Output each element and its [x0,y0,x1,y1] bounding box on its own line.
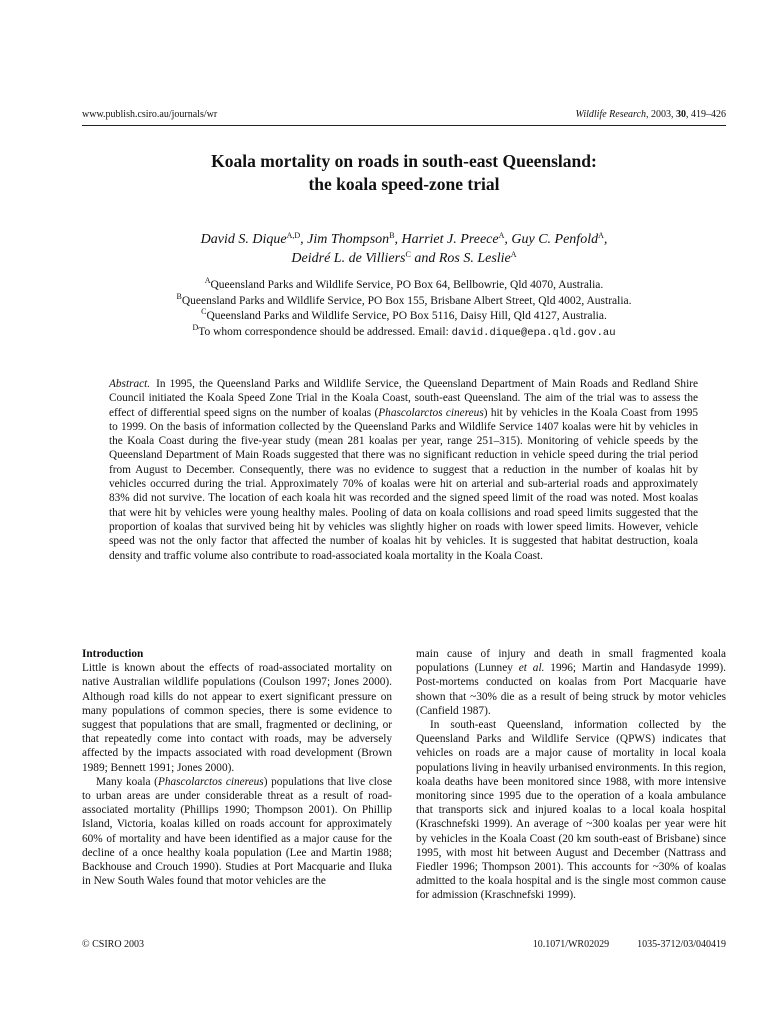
correspondence-email[interactable]: david.dique@epa.qld.gov.au [451,326,616,339]
intro-paragraph-2 [82,775,392,889]
doi[interactable]: 10.1071/WR02029 [532,939,610,950]
abstract-text-2: ) hit by vehicles in the Koala Coast from 1995 to 1999. On the basis of information collected by the Queensland Parks and Wildlife Service 1407 koalas were hit by vehicles in the Koala Coast during the five-year study (mean 281 koalas per year, range 251–315). Monitoring of vehicle speeds by the Queensland Department of Main Roads suggested that there was no significant reduction in vehicle speed during the trial period from August to December. Consequently, there was no evidence to suggest that a reduction in the number of koalas hit by vehicles occurred during the trial. Approximately 70% of koalas were hit on arterial and sub-arterial roads and approximately 83% did not survive. The location of each koala hit was recorded and the signed speed limit of the road was noted. Most koalas that were hit by vehicles were young healthy males. Pooling of data on koala collisions and road speed limits suggested that the proportion of koalas that survived being hit by vehicles was slightly higher on roads with lower speed limits. However, vehicle speed was not the only factor that affected the number of koalas hit by vehicles. It is suggested that habitat destruction, koala density and traffic volume also contribute to road-associated koala mortality in the Koala Coast. [109,406,698,562]
affil-text: Queensland Parks and Wildlife Service, PO Box 5116, Daisy Hill, Qld 4127, Australia. [206,310,607,322]
species-name: Phascolarctos cinereus [378,406,484,419]
abstract-text-1: In 1995, the Queensland Parks and Wildlife Service, the Queensland Department of Main Roads and Redland Shire Council initiated the Koala Speed Zone Trial in the Koala Coast, south-east Queensland. The aim of the trial was to assess the effect of differential speed signs on the number of koalas ( [109,378,698,419]
affil-mark: B [176,291,182,301]
author-separator: , [394,232,402,247]
affiliation-c [82,309,726,325]
intro-paragraph-3 [416,647,726,718]
affil-mark: D [192,322,199,332]
affiliations [82,278,726,341]
copyright: © CSIRO 2003 [82,939,145,950]
author-line-1 [82,230,726,249]
author-affil-mark: A [598,231,604,240]
author-separator: , [603,232,608,247]
author-name: David S. Dique [200,232,287,247]
section-heading-introduction: Introduction [82,648,144,660]
title-line-2: the koala speed-zone trial [308,174,500,194]
paragraph-text: ) populations that live close to urban areas are under considerable threat as a result of road-associated mortality (Phillips 1990; Thompson 2001). On Phillip Island, Victoria, koalas killed on roads account for approximately 60% of mortality and have been identified as a major cause for the decline of a once healthy koala population (Lee and Martin 1988; Backhouse and Crouch 1990). Studies at Port Macquarie and Iluka in New South Wales found that motor vehicles are the [82,775,392,888]
paragraph-text: 1996; Martin and Handasyde 1999). Post-mortems conducted on koalas from Port Macquarie have shown that ~30% die as a result of being struck by motor vehicles (Canfield 1987). [416,662,726,717]
author-affil-mark: A,D [286,231,301,240]
author-name: Guy C. Penfold [511,232,599,247]
title-line-1: Koala mortality on roads in south-east Queensland: [211,151,597,171]
author-separator: , [300,232,308,247]
author-affil-mark: A [510,250,517,259]
paragraph-text: Many koala ( [96,775,158,788]
author-separator: and [410,251,439,266]
left-column [82,647,392,888]
affil-text: To whom correspondence should be addressed. Email: [198,325,452,338]
intro-paragraph-1: Little is known about the effects of road-associated mortality on native Australian wildlife populations (Coulson 1997; Jones 2000). Although road kills do not appear to exert significant pressure on many populations of common species, there is some evidence to suggest that populations that are small, fragmented or declining, or that repeatedly come into contact with roads, may be adversely affected by the impacts associated with road development (Brown 1989; Bennett 1991; Jones 2000). [82,662,392,774]
issn-code: 1035-3712/03/040419 [637,939,726,950]
author-affil-mark: B [389,231,395,240]
author-separator: , [504,232,512,247]
page-footer [82,939,726,950]
author-name: Harriet J. Preece [401,232,499,247]
journal-url[interactable]: www.publish.csiro.au/journals/wr [82,109,218,120]
et-al: et al. [518,662,545,675]
journal-name: Wildlife Research [575,109,646,120]
author-affil-mark: A [498,231,505,240]
species-name: Phascolarctos cinereus [157,775,264,788]
author-name: Jim Thompson [307,232,390,247]
author-line-2 [82,249,726,268]
affil-text: Queensland Parks and Wildlife Service, PO Box 64, Bellbowrie, Qld 4070, Australia. [210,279,604,291]
article-identifiers [533,939,726,950]
citation-year: 2003, [651,109,674,120]
affil-text: Queensland Parks and Wildlife Service, PO Box 155, Brisbane Albert Street, Qld 4002, Australia. [181,294,632,307]
author-name: Ros S. Leslie [438,251,511,266]
intro-paragraph-4: In south-east Queensland, information collected by the Queensland Parks and Wildlife Service (QPWS) indicates that vehicles on roads are a major cause of mortality in local koala populations living in heavily urbanised environments. In this region, koala deaths have been monitored since 1988, with more intensive monitoring since 1995 due to the operation of a koala ambulance that transports sick and injured koalas to a local koala hospital (Kraschnefski 1999). An average of ~300 koalas per year were hit by vehicles in the Koala Coast (20 km south-east of Brisbane) since 1995, with most hit between August and December (Nattrass and Fiedler 1996; Thompson 2001). This accounts for ~30% of koalas admitted to the koala hospital and is the single most common cause for admission (Kraschnefski 1999). [416,719,726,902]
abstract [109,377,698,563]
citation-volume: 30 [676,109,686,120]
running-head [82,109,726,120]
affil-mark: A [204,276,211,285]
right-column [416,647,726,903]
author-name: Deidré L. de Villiers [291,251,406,266]
affiliation-b [82,291,726,310]
author-list [82,230,726,268]
article-title [82,150,726,196]
paragraph-text: main cause of injury and death in small fragmented koala populations (Lunney [416,648,726,675]
author-affil-mark: C [405,250,411,259]
citation-pages: , 419–426 [686,109,726,120]
header-rule [82,125,726,126]
citation: Wildlife Research, 2003, 30, 419–426 [575,109,726,120]
affil-mark: C [201,307,207,316]
abstract-label: Abstract. [109,378,151,390]
affiliation-d [82,322,726,342]
